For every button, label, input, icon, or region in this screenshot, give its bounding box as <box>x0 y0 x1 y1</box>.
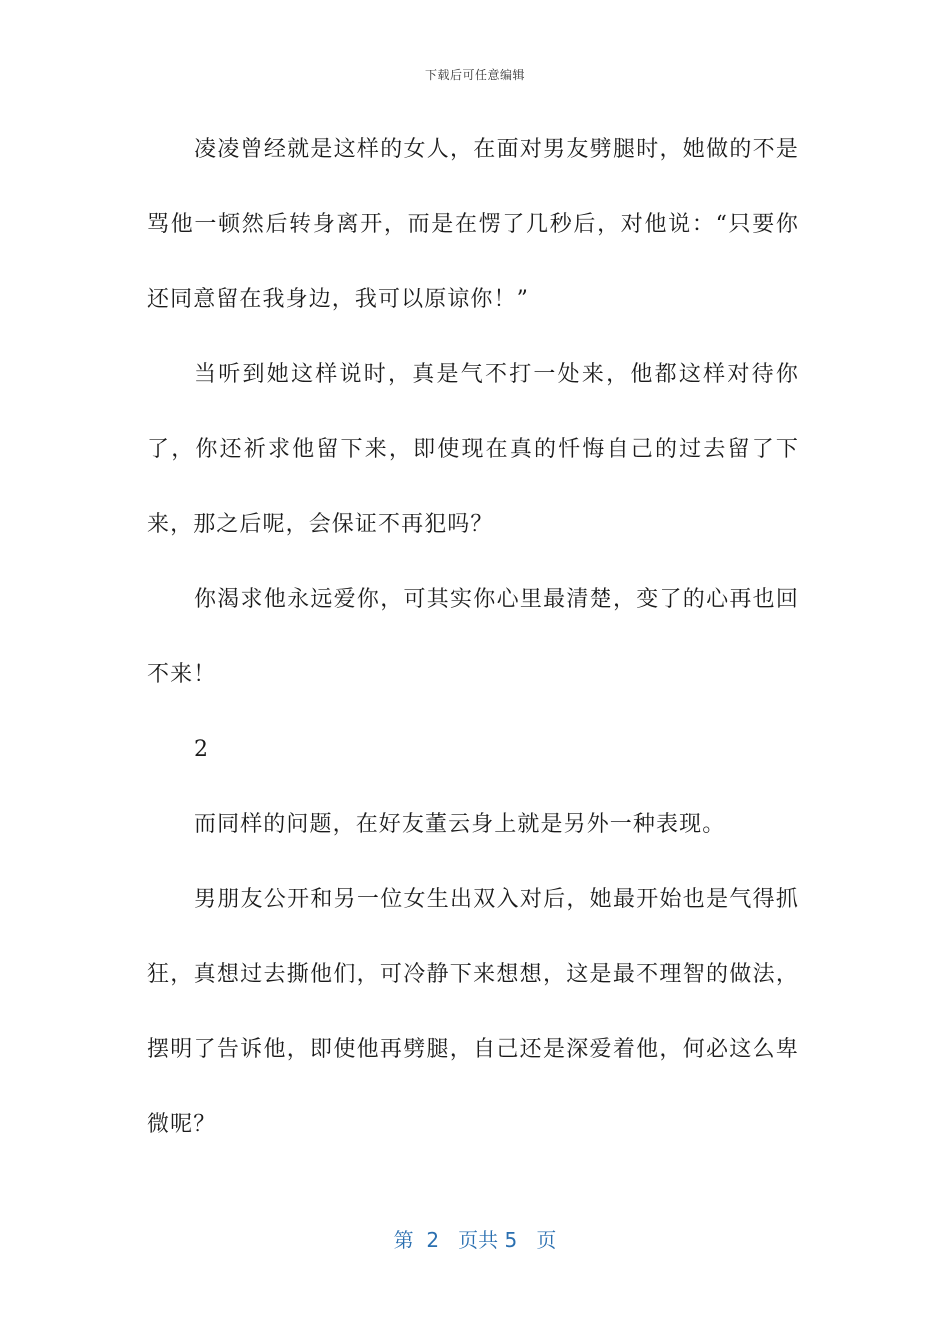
paragraph-4: 而同样的问题，在好友董云身上就是另外一种表现。 <box>194 812 726 837</box>
paragraph-2: 当听到她这样说时，真是气不打一处来，他都这样对待你了，你还祈求他留下来，即使现在真的忏悔自己的过去留了下来，那之后呢，会保证不再犯吗？ <box>147 362 799 537</box>
paragraph-1: 凌凌曾经就是这样的女人，在面对男友劈腿时，她做的不是骂他一顿然后转身离开，而是在愣了几秒后，对他说：“只要你还同意留在我身边，我可以原谅你！” <box>147 137 799 312</box>
page-header: 下载后可任意编辑 <box>424 68 525 82</box>
document-body <box>147 112 799 1162</box>
page-footer: 第 2 页共 5 页 <box>393 1228 557 1252</box>
paragraph-3: 你渴求他永远爱你，可其实你心里最清楚，变了的心再也回不来！ <box>147 587 799 687</box>
paragraph-5: 男朋友公开和另一位女生出双入对后，她最开始也是气得抓狂，真想过去撕他们，可冷静下来想想，这是最不理智的做法，摆明了告诉他，即使他再劈腿，自己还是深爱着他，何必这么卑微呢？ <box>147 887 799 1137</box>
section-number: 2 <box>194 737 210 762</box>
